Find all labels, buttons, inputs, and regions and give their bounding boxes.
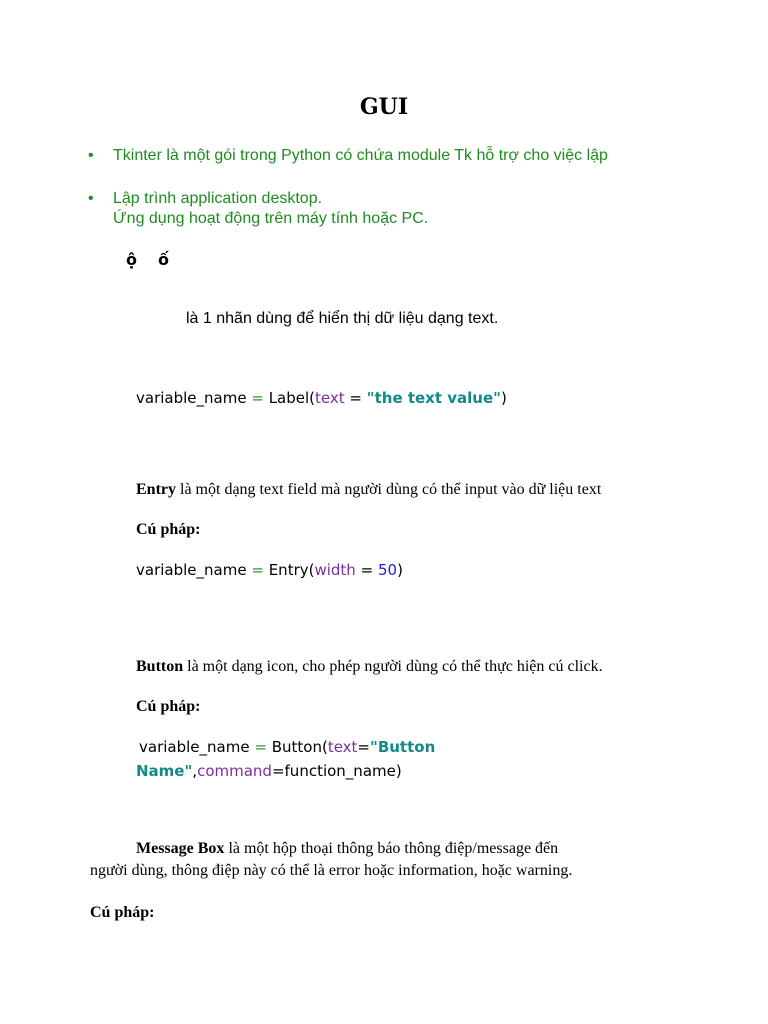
message-box-syntax-label: Cú pháp:: [90, 904, 155, 921]
message-box-description-line-2: người dùng, thông điệp này có thể là error hoặc information, hoặc warning.: [90, 862, 573, 879]
stray-char-2: ố: [158, 250, 169, 269]
code-variable: variable_name: [139, 738, 250, 756]
entry-desc: là một dạng text field mà người dùng có thể input vào dữ liệu text: [180, 481, 602, 498]
bullet-item-tkinter: [88, 146, 608, 166]
label-code-line: [136, 386, 507, 410]
code-variable: variable_name: [136, 561, 247, 579]
code-param: text: [327, 738, 358, 756]
code-string: "Button: [370, 738, 436, 756]
message-box-desc: là một hộp thoại thông báo thông điệp/message đến: [228, 840, 559, 857]
code-operator: =: [357, 738, 370, 756]
bullet-line-1: Lập trình application desktop.: [113, 190, 323, 207]
button-code-line-1: [139, 735, 435, 759]
entry-term: Entry: [136, 481, 176, 498]
code-value: function_name): [284, 762, 402, 780]
entry-description: [136, 481, 601, 499]
button-term: Button: [136, 658, 184, 675]
stray-char-1: ộ: [126, 250, 137, 269]
message-box-description-line-1: [136, 840, 558, 858]
code-operator: =: [251, 389, 264, 407]
bullet-icon: •: [88, 147, 94, 164]
button-syntax-label: Cú pháp:: [136, 698, 201, 715]
code-operator: =: [254, 738, 267, 756]
label-description: là 1 nhãn dùng để hiển thị dữ liệu dạng text.: [186, 310, 499, 327]
code-string: Name": [136, 762, 193, 780]
code-operator: =: [360, 561, 374, 579]
page-title: GUI: [359, 94, 409, 120]
code-function: Button(: [271, 738, 328, 756]
code-string: "the text value": [366, 389, 501, 407]
code-operator: =: [251, 561, 264, 579]
button-desc: là một dạng icon, cho phép người dùng có thể thực hiện cú click.: [187, 658, 603, 675]
bullet-line-2: Ứng dụng hoạt động trên máy tính hoặc PC.: [113, 210, 429, 227]
bullet-text: Tkinter là một gói trong Python có chứa module Tk hỗ trợ cho việc lập: [113, 147, 608, 164]
button-code-line-2: [136, 759, 402, 783]
code-comma: ,: [192, 762, 198, 780]
code-close: ): [500, 389, 507, 407]
code-close: ): [397, 561, 403, 579]
entry-syntax-label: Cú pháp:: [136, 521, 201, 538]
code-function: Entry(: [268, 561, 315, 579]
code-operator: =: [349, 389, 362, 407]
button-description: [136, 658, 603, 676]
code-operator: =: [271, 762, 285, 780]
entry-code-line: [136, 558, 403, 582]
message-box-term: Message Box: [136, 840, 225, 857]
code-variable: variable_name: [136, 389, 247, 407]
bullet-icon: •: [88, 190, 94, 207]
code-param: width: [314, 561, 356, 579]
code-param: text: [315, 389, 345, 407]
bullet-item-desktop: [88, 189, 428, 229]
code-number: 50: [377, 561, 398, 579]
code-function: Label(: [268, 389, 316, 407]
code-param: command: [197, 762, 272, 780]
